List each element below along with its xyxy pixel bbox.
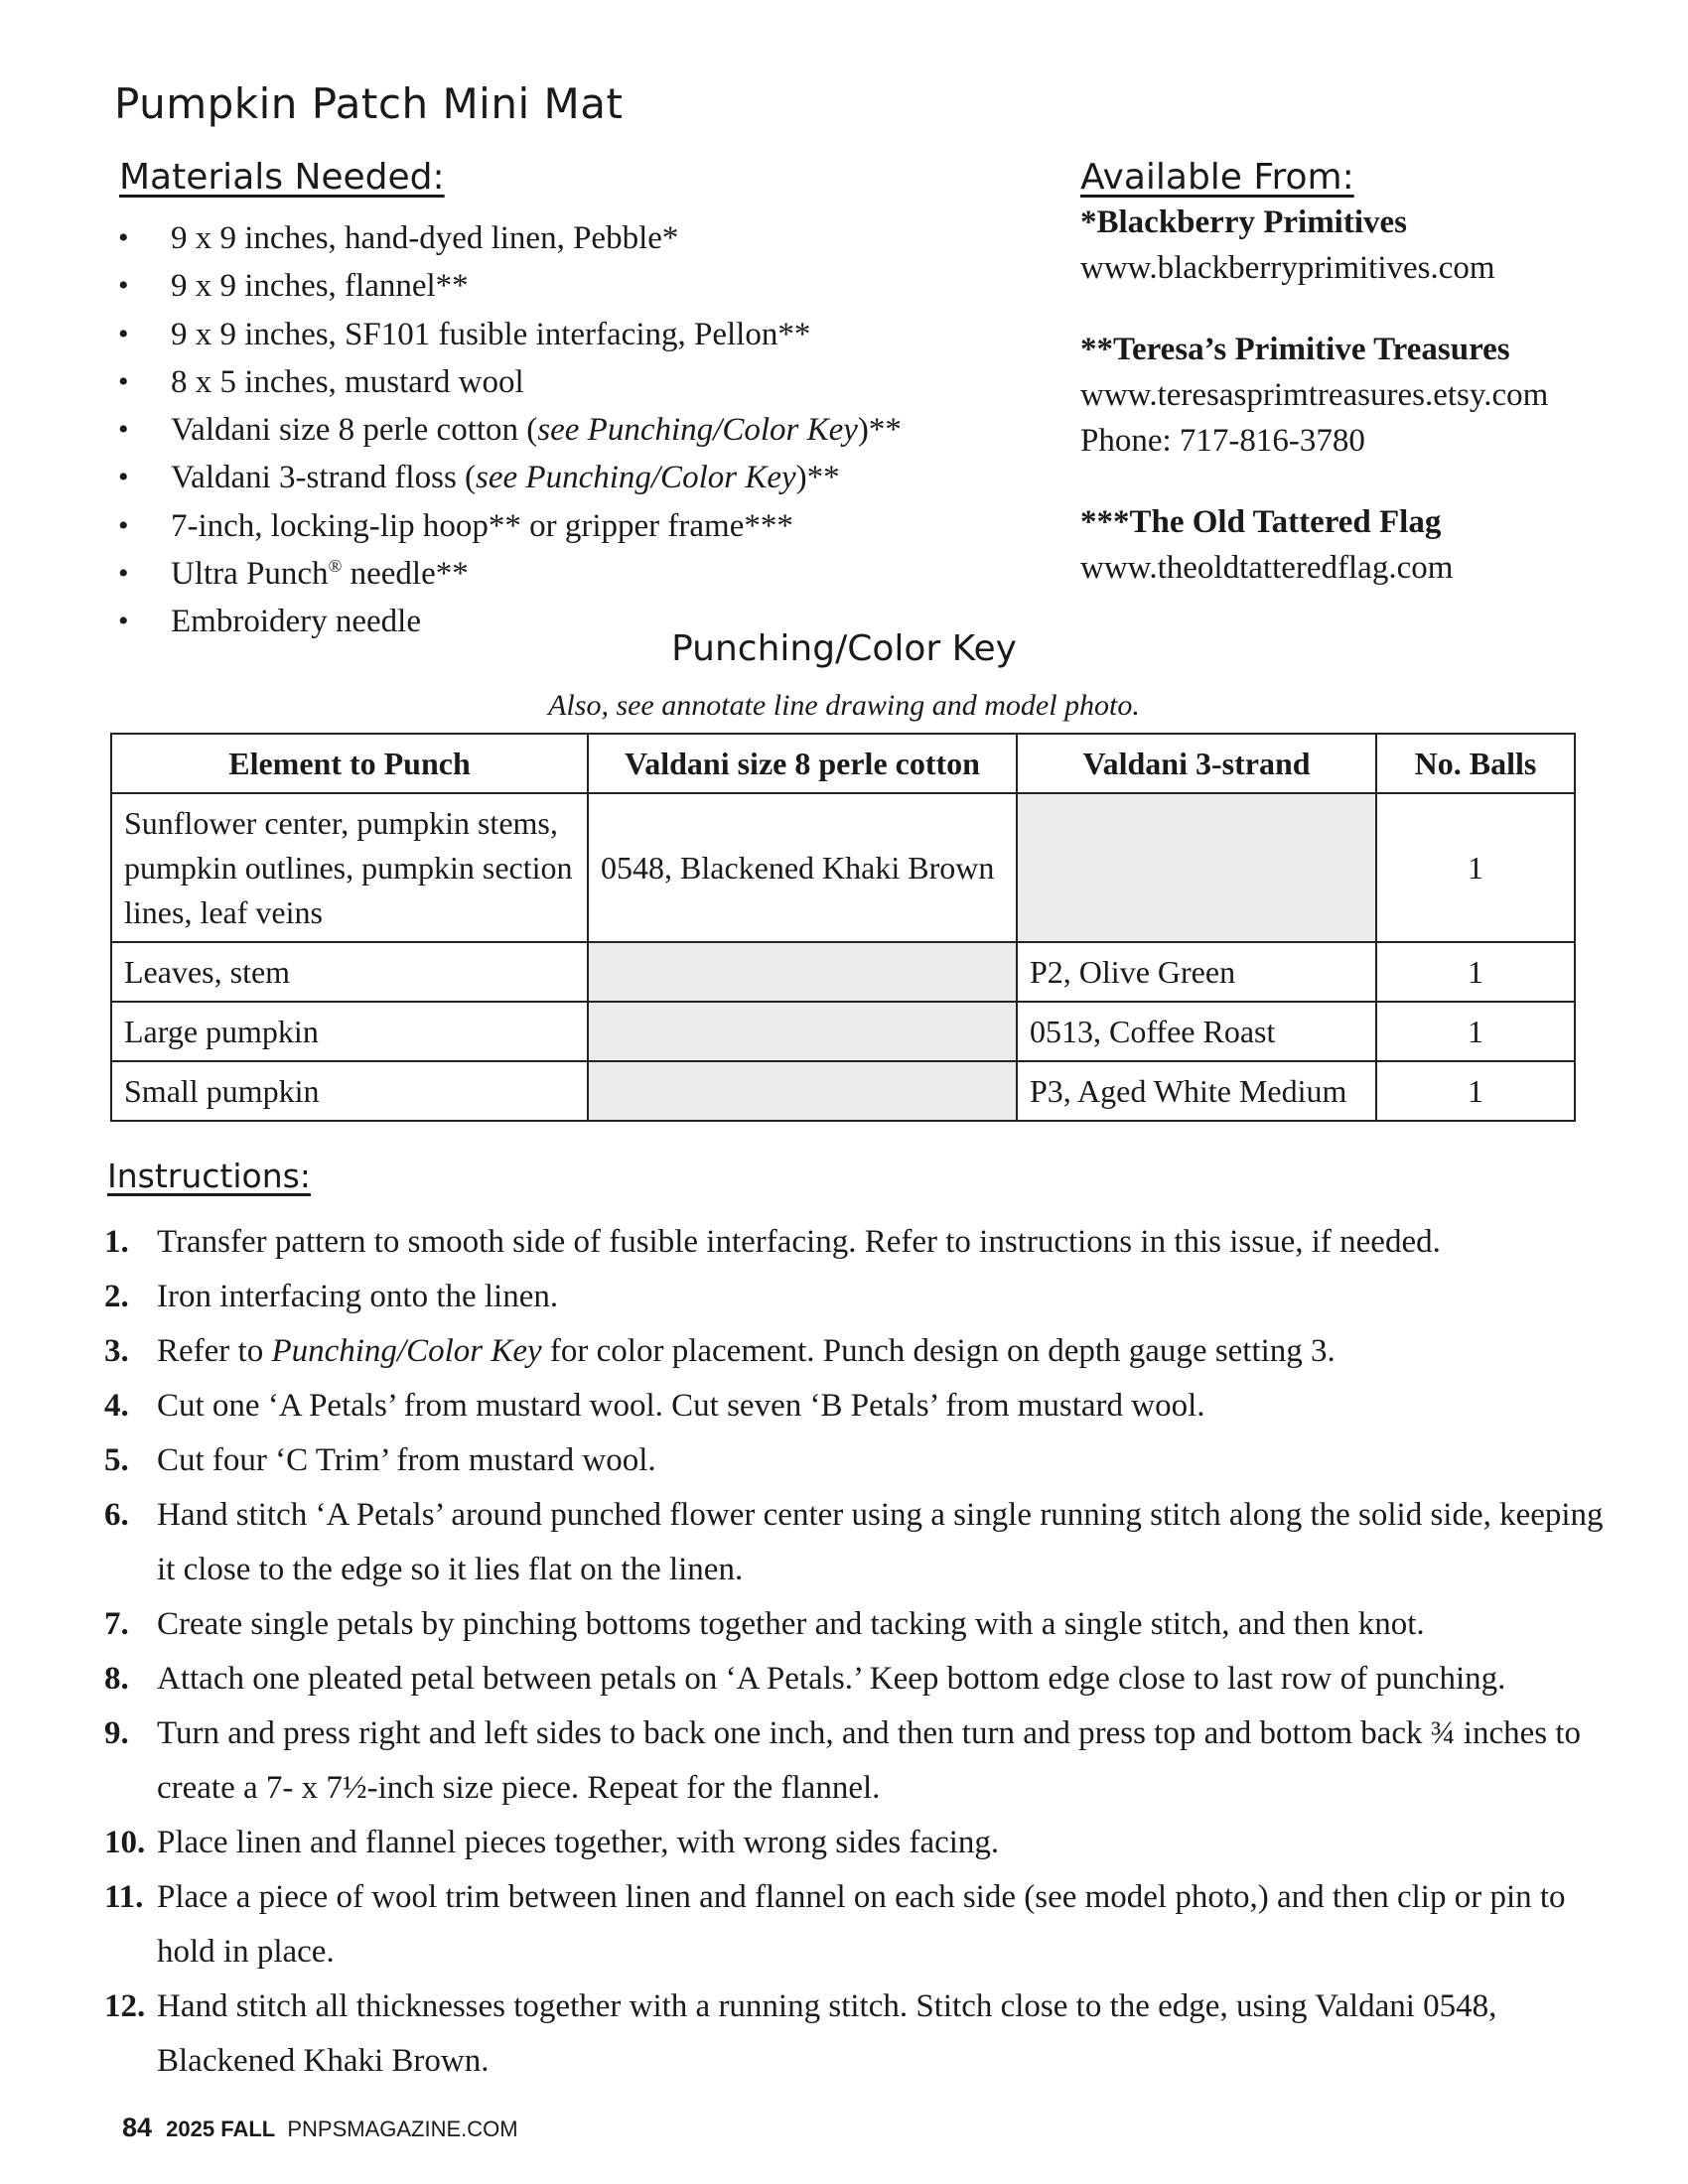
registered-mark: ® [328, 556, 343, 577]
perle-cotton-cell [588, 942, 1017, 1002]
step-text: Turn and press right and left sides to back one inch, and then turn and press top and bottom back ¾ inches to create a 7- x 7½-inch size piece. Repeat for the flannel. [157, 1715, 1582, 1806]
step-number: 1. [104, 1224, 129, 1260]
step-text-part: for color placement. Punch design on depth gauge setting 3. [541, 1333, 1336, 1369]
three-strand-cell: 0513, Coffee Roast [1017, 1002, 1376, 1061]
source-website: www.blackberryprimitives.com [1080, 250, 1495, 286]
color-key-note: Also, see annotate line drawing and model photo. [548, 689, 1140, 722]
instruction-step [104, 1870, 1614, 1979]
step-text: Cut four ‘C Trim’ from mustard wool. [157, 1442, 656, 1478]
perle-cotton-cell [588, 1002, 1017, 1061]
instruction-step [104, 1816, 1614, 1870]
materials-list [114, 214, 1008, 646]
source-blackberry-primitives [1080, 200, 1636, 291]
color-key-table [110, 733, 1576, 1122]
instruction-step [104, 1979, 1614, 2089]
element-cell: Small pumpkin [111, 1061, 588, 1121]
item-text: 8 x 5 inches, mustard wool [171, 363, 524, 400]
step-number: 11. [104, 1879, 144, 1915]
item-text: )** [857, 412, 902, 449]
column-header: Valdani size 8 perle cotton [588, 734, 1017, 793]
step-text: Place a piece of wool trim between linen and flannel on each side (see model photo,) and then clip or pin to hold in place. [157, 1879, 1566, 1970]
step-number: 2. [104, 1279, 129, 1314]
instruction-step [104, 1215, 1614, 1270]
step-number: 10. [104, 1825, 146, 1860]
table-row [111, 1061, 1575, 1121]
list-item [114, 406, 1008, 454]
source-website: www.theoldtatteredflag.com [1080, 550, 1454, 586]
column-header: Element to Punch [111, 734, 588, 793]
page-title: Pumpkin Patch Mini Mat [114, 79, 624, 128]
perle-cotton-cell: 0548, Blackened Khaki Brown [588, 793, 1017, 942]
page-number: 84 [122, 2113, 153, 2142]
color-key-heading: Punching/Color Key [671, 628, 1017, 669]
source-teresas-primitive-treasures [1080, 327, 1636, 464]
table-row [111, 793, 1575, 942]
item-text: 7-inch, locking-lip hoop** or gripper frame*** [171, 507, 793, 544]
source-old-tattered-flag [1080, 499, 1636, 591]
magazine-website: PNPSMAGAZINE.COM [287, 2116, 518, 2141]
step-number: 8. [104, 1661, 129, 1697]
balls-cell: 1 [1376, 793, 1575, 942]
step-number: 12. [104, 1988, 146, 2024]
balls-cell: 1 [1376, 1061, 1575, 1121]
instruction-step [104, 1379, 1614, 1433]
element-cell: Large pumpkin [111, 1002, 588, 1061]
item-text: Ultra Punch [171, 556, 329, 593]
source-name: *Blackberry Primitives [1080, 205, 1408, 240]
available-from [1080, 157, 1636, 591]
item-emphasis: see Punching/Color Key [537, 412, 858, 449]
step-text: Cut one ‘A Petals’ from mustard wool. Cut seven ‘B Petals’ from mustard wool. [157, 1388, 1205, 1424]
page-footer [122, 2113, 518, 2143]
instruction-step [104, 1597, 1614, 1652]
step-text: Place linen and flannel pieces together, with wrong sides facing. [157, 1825, 1000, 1860]
instruction-step [104, 1270, 1614, 1324]
issue-label: 2025 FALL [166, 2116, 276, 2141]
item-emphasis: see Punching/Color Key [476, 460, 796, 496]
list-item [114, 214, 1008, 262]
column-header: Valdani 3-strand [1017, 734, 1376, 793]
instruction-step [104, 1706, 1614, 1816]
three-strand-cell: P2, Olive Green [1017, 942, 1376, 1002]
instructions-heading: Instructions: [107, 1157, 311, 1195]
element-cell: Sunflower center, pumpkin stems, pumpkin outlines, pumpkin section lines, leaf veins [111, 793, 588, 942]
source-name: ***The Old Tattered Flag [1080, 504, 1442, 540]
source-website: www.teresasprimtreasures.etsy.com [1080, 377, 1549, 413]
step-number: 3. [104, 1333, 129, 1369]
column-header: No. Balls [1376, 734, 1575, 793]
three-strand-cell [1017, 793, 1376, 942]
list-item [114, 502, 1008, 550]
table-row [111, 942, 1575, 1002]
item-text: needle** [342, 556, 469, 593]
item-text: )** [795, 460, 840, 496]
list-item [114, 262, 1008, 310]
available-heading: Available From: [1080, 157, 1354, 198]
materials-heading: Materials Needed: [119, 157, 445, 198]
perle-cotton-cell [588, 1061, 1017, 1121]
step-text: Create single petals by pinching bottoms together and tacking with a single stitch, and then knot. [157, 1606, 1425, 1642]
step-number: 4. [104, 1388, 129, 1424]
three-strand-cell: P3, Aged White Medium [1017, 1061, 1376, 1121]
step-number: 9. [104, 1715, 129, 1751]
source-name: **Teresa’s Primitive Treasures [1080, 332, 1510, 367]
item-text: Embroidery needle [171, 604, 421, 640]
step-number: 5. [104, 1442, 129, 1478]
source-phone: Phone: 717-816-3780 [1080, 423, 1365, 459]
instruction-step [104, 1324, 1614, 1379]
instruction-steps [104, 1215, 1614, 2089]
list-item [114, 358, 1008, 406]
list-item [114, 311, 1008, 358]
item-text: 9 x 9 inches, SF101 fusible interfacing, Pellon** [171, 316, 811, 352]
list-item [114, 550, 1008, 598]
balls-cell: 1 [1376, 1002, 1575, 1061]
item-text: 9 x 9 inches, flannel** [171, 268, 469, 305]
item-text: Valdani 3-strand floss ( [171, 460, 477, 496]
table-header-row [111, 734, 1575, 793]
item-text: Valdani size 8 perle cotton ( [171, 412, 538, 449]
balls-cell: 1 [1376, 942, 1575, 1002]
step-number: 6. [104, 1497, 129, 1533]
item-text: 9 x 9 inches, hand-dyed linen, Pebble* [171, 220, 679, 256]
step-text: Iron interfacing onto the linen. [157, 1279, 559, 1314]
table-row [111, 1002, 1575, 1061]
step-text [157, 1324, 1614, 1379]
element-cell: Leaves, stem [111, 942, 588, 1002]
instruction-step [104, 1433, 1614, 1488]
step-text: Hand stitch all thicknesses together with a running stitch. Stitch close to the edge, using Valdani 0548, Blackened Khaki Brown. [157, 1988, 1497, 2079]
instruction-step [104, 1488, 1614, 1597]
step-number: 7. [104, 1606, 129, 1642]
step-text: Hand stitch ‘A Petals’ around punched flower center using a single running stitch along the solid side, keeping it close to the edge so it lies flat on the linen. [157, 1497, 1604, 1587]
step-text: Transfer pattern to smooth side of fusible interfacing. Refer to instructions in this issue, if needed. [157, 1224, 1441, 1260]
step-text: Attach one pleated petal between petals on ‘A Petals.’ Keep bottom edge close to last row of punching. [157, 1661, 1506, 1697]
step-text-part: Refer to [157, 1333, 272, 1369]
step-emphasis: Punching/Color Key [271, 1333, 542, 1369]
list-item [114, 454, 1008, 501]
instruction-step [104, 1652, 1614, 1706]
